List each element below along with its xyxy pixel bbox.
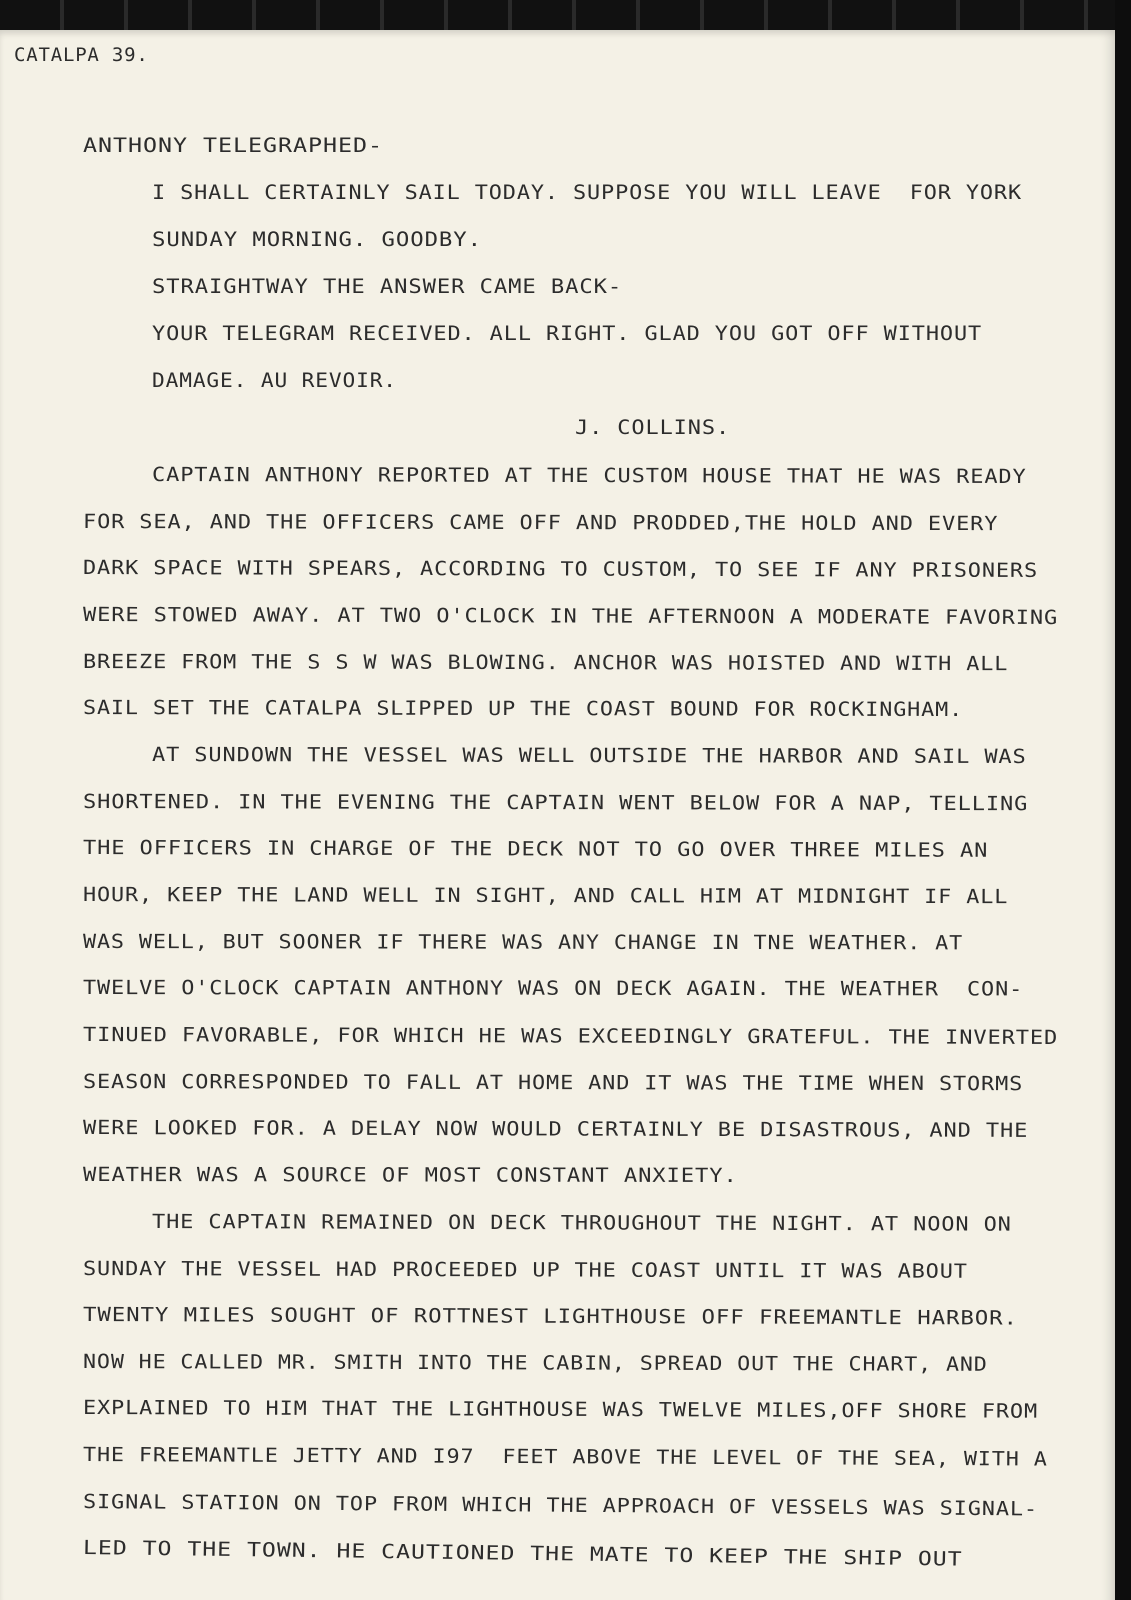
text-line: FOR SEA, AND THE OFFICERS CAME OFF AND PRODDED,THE HOLD AND EVERY (82, 510, 999, 536)
text-line: EXPLAINED TO HIM THAT THE LIGHTHOUSE WAS TWELVE MILES,OFF SHORE FROM (82, 1396, 1039, 1423)
text-line: J. COLLINS. (575, 416, 731, 439)
text-line: SUNDAY THE VESSEL HAD PROCEEDED UP THE COAST UNTIL IT WAS ABOUT (82, 1257, 968, 1283)
text-line: WERE STOWED AWAY. AT TWO O'CLOCK IN THE AFTERNOON A MODERATE FAVORING (82, 603, 1059, 630)
typewritten-sheet (0, 30, 1115, 1600)
text-line: LED TO THE TOWN. HE CAUTIONED THE MATE TO KEEP THE SHIP OUT (82, 1536, 963, 1571)
text-line: WEATHER WAS A SOURCE OF MOST CONSTANT ANXIETY. (82, 1163, 738, 1188)
text-line: YOUR TELEGRAM RECEIVED. ALL RIGHT. GLAD YOU GOT OFF WITHOUT (152, 322, 983, 345)
text-line: I SHALL CERTAINLY SAIL TODAY. SUPPOSE YOU WILL LEAVE FOR YORK (152, 181, 1023, 204)
text-line: DARK SPACE WITH SPEARS, ACCORDING TO CUSTOM, TO SEE IF ANY PRISONERS (82, 556, 1039, 582)
text-line: DAMAGE. AU REVOIR. (152, 369, 397, 392)
text-line: TWELVE O'CLOCK CAPTAIN ANTHONY WAS ON DECK AGAIN. THE WEATHER CON- (82, 976, 1024, 1001)
text-line: AT SUNDOWN THE VESSEL WAS WELL OUTSIDE THE HARBOR AND SAIL WAS (151, 743, 1027, 769)
page-header: CATALPA 39. (14, 44, 149, 66)
text-line: STRAIGHTWAY THE ANSWER CAME BACK- (152, 275, 623, 298)
text-line: THE CAPTAIN REMAINED ON DECK THROUGHOUT THE NIGHT. AT NOON ON (151, 1210, 1012, 1236)
text-line: TINUED FAVORABLE, FOR WHICH HE WAS EXCEEDINGLY GRATEFUL. THE INVERTED (82, 1023, 1059, 1050)
scanner-right-edge (1115, 0, 1131, 1600)
text-line: HOUR, KEEP THE LAND WELL IN SIGHT, AND CALL HIM AT MIDNIGHT IF ALL (82, 883, 1009, 909)
text-line: CAPTAIN ANTHONY REPORTED AT THE CUSTOM HOUSE THAT HE WAS READY (151, 463, 1027, 489)
text-line: WERE LOOKED FOR. A DELAY NOW WOULD CERTAINLY BE DISASTROUS, AND THE (82, 1116, 1029, 1142)
text-line: SAIL SET THE CATALPA SLIPPED UP THE COAST BOUND FOR ROCKINGHAM. (82, 696, 964, 722)
text-line: TWENTY MILES SOUGHT OF ROTTNEST LIGHTHOUSE OFF FREEMANTLE HARBOR. (82, 1303, 1018, 1330)
text-line: SIGNAL STATION ON TOP FROM WHICH THE APPROACH OF VESSELS WAS SIGNAL- (82, 1490, 1039, 1521)
text-line: BREEZE FROM THE S S W WAS BLOWING. ANCHOR WAS HOISTED AND WITH ALL (82, 650, 1009, 676)
text-line: WAS WELL, BUT SOONER IF THERE WAS ANY CHANGE IN TNE WEATHER. AT (82, 930, 964, 955)
text-line: SUNDAY MORNING. GOODBY. (152, 228, 482, 251)
text-line: THE FREEMANTLE JETTY AND I97 FEET ABOVE THE LEVEL OF THE SEA, WITH A (82, 1443, 1048, 1471)
text-line: SHORTENED. IN THE EVENING THE CAPTAIN WENT BELOW FOR A NAP, TELLING (82, 790, 1029, 816)
text-line: ANTHONY TELEGRAPHED- (83, 134, 383, 157)
text-line: NOW HE CALLED MR. SMITH INTO THE CABIN, SPREAD OUT THE CHART, AND (82, 1350, 988, 1376)
text-line: SEASON CORRESPONDED TO FALL AT HOME AND IT WAS THE TIME WHEN STORMS (82, 1070, 1024, 1096)
scanner-top-edge (0, 0, 1131, 32)
text-line: THE OFFICERS IN CHARGE OF THE DECK NOT TO GO OVER THREE MILES AN (82, 836, 989, 862)
